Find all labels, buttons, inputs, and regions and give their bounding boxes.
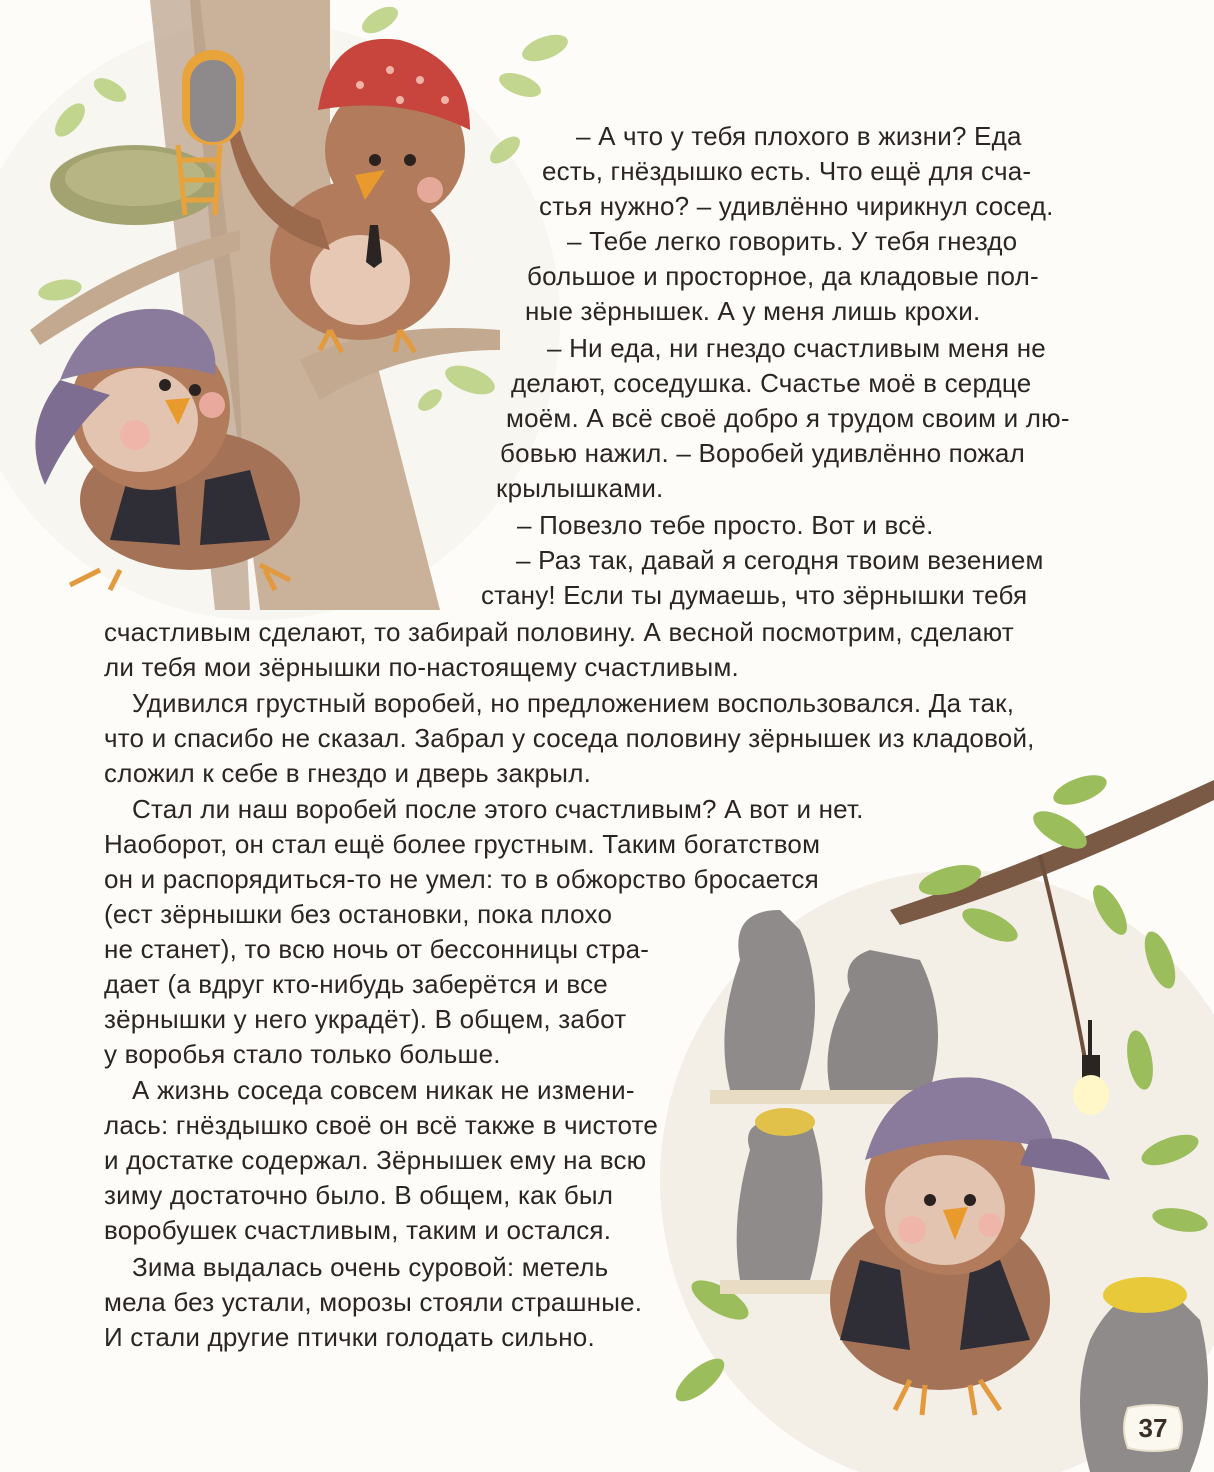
text-line: счастливым сделают, то забирай половину. А весной посмотрим, сделают: [104, 617, 1014, 647]
text-line: Наоборот, он стал ещё более грустным. Таким богатством: [104, 829, 821, 859]
text-line: (ест зёрнышки без остановки, пока плохо: [104, 899, 613, 929]
text-line: воробушек счастливым, таким и остался.: [104, 1215, 612, 1245]
text-line: не станет), то всю ночь от бессонницы стра-: [104, 934, 650, 964]
text-line: стану! Если ты думаешь, что зёрнышки тебя: [481, 580, 1028, 610]
text-line: моём. А всё своё добро я трудом своим и лю-: [506, 403, 1070, 433]
page-number: 37: [1138, 1412, 1168, 1443]
text-line: он и распорядиться-то не умел: то в обжорство бросается: [104, 864, 819, 894]
text-line: делают, соседушка. Счастье моё в сердце: [511, 368, 1032, 398]
text-line: сложил к себе в гнездо и дверь закрыл.: [104, 758, 591, 788]
text-line: большое и просторное, да кладовые пол-: [527, 261, 1039, 291]
text-line: лась: гнёздышко своё он всё также в чистоте: [104, 1110, 659, 1140]
text-line: – Повезло тебе просто. Вот и всё.: [517, 510, 934, 540]
text-line: – А что у тебя плохого в жизни? Еда: [576, 121, 1022, 151]
text-line: зёрнышки у него украдёт). В общем, забот: [104, 1004, 627, 1034]
text-line: мела без устали, морозы стояли страшные.: [104, 1287, 643, 1317]
text-line: зиму достаточно было. В общем, как был: [104, 1180, 614, 1210]
text-line: у воробья стало только больше.: [104, 1039, 501, 1069]
text-line: стья нужно? – удивлённо чирикнул сосед.: [539, 191, 1054, 221]
text-line: А жизнь соседа совсем никак не измени-: [132, 1075, 635, 1105]
text-line: Зима выдалась очень суровой: метель: [132, 1252, 609, 1282]
text-line: Стал ли наш воробей после этого счастливым? А вот и нет.: [132, 794, 864, 824]
text-line: бовью нажил. – Воробей удивлённо пожал: [500, 438, 1025, 468]
text-line: – Тебе легко говорить. У тебя гнездо: [567, 226, 1018, 256]
text-line: – Ни еда, ни гнездо счастливым меня не: [547, 333, 1046, 363]
text-line: крылышками.: [496, 473, 664, 503]
text-line: дает (а вдруг кто-нибудь заберётся и все: [104, 969, 608, 999]
text-line: ные зёрнышек. А у меня лишь крохи.: [525, 296, 981, 326]
text-line: и достатке содержал. Зёрнышек ему на всю: [104, 1145, 647, 1175]
text-line: что и спасибо не сказал. Забрал у соседа половину зёрнышек из кладовой,: [104, 723, 1035, 753]
text-line: И стали другие птички голодать сильно.: [104, 1322, 595, 1352]
text-line: – Раз так, давай я сегодня твоим везением: [516, 545, 1044, 575]
text-line: есть, гнёздышко есть. Что ещё для сча-: [542, 156, 1032, 186]
text-line: Удивился грустный воробей, но предложением воспользовался. Да так,: [132, 688, 1015, 718]
text-line: ли тебя мои зёрнышки по-настоящему счастливым.: [104, 652, 739, 682]
